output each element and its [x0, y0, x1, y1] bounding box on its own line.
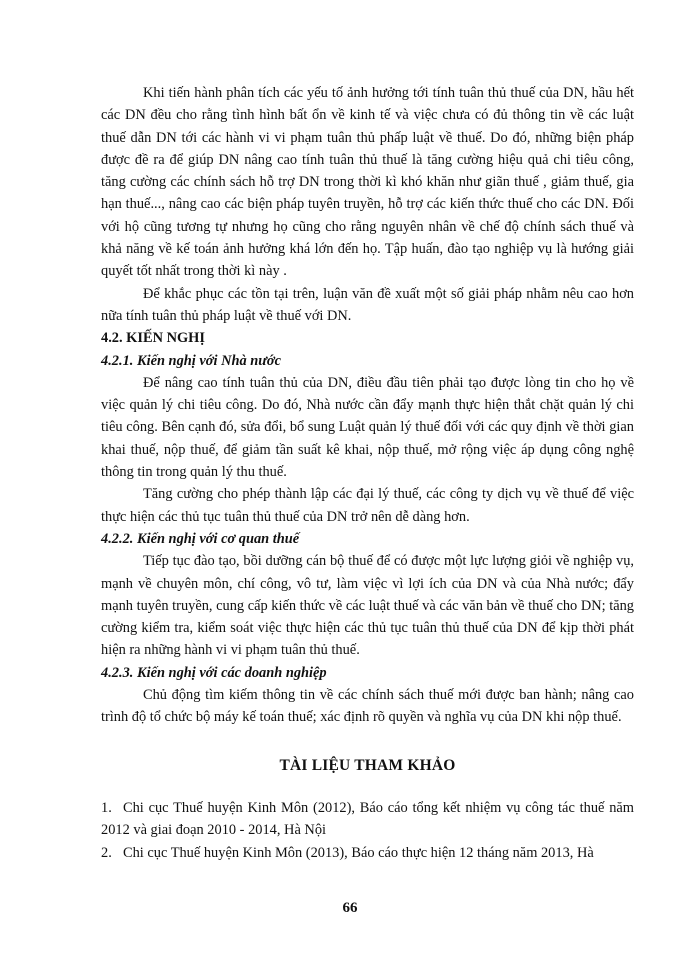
reference-text: Chi cục Thuế huyện Kinh Môn (2012), Báo cáo tổng kết nhiệm vụ công tác thuế năm 2012 và giai đoạn 2010 - 2014, Hà Nội	[101, 799, 634, 839]
section-heading-4-2: 4.2. KIẾN NGHỊ	[101, 330, 205, 347]
reference-text: Chi cục Thuế huyện Kinh Môn (2013), Báo cáo thực hiện 12 tháng năm 2013, Hà	[123, 844, 594, 861]
paragraph-proposal: Để khắc phục các tồn tại trên, luận văn đề xuất một số giải pháp nhằm nêu cao hơn nữa tính tuân thủ pháp luật về thuế với DN.	[101, 285, 634, 324]
reference-number: 1.	[101, 799, 112, 816]
page-number: 66	[342, 900, 358, 916]
paragraph-enterprises: Chủ động tìm kiếm thông tin về các chính sách thuế mới được ban hành; nâng cao trình độ tổ chức bộ máy kế toán thuế; xác định rõ quyền và nghĩa vụ của DN khi nộp thuế.	[101, 687, 634, 726]
paragraph-state-1: Để nâng cao tính tuân thủ của DN, điều đầu tiên phải tạo được lòng tin cho họ về việc quản lý chi tiêu công. Do đó, Nhà nước cần đẩy mạnh thực hiện thắt chặt quản lý chi tiêu công. Bên cạnh đó, sửa đổi, bổ sung Luật quản lý thuế đối với các quy định về thời gian khai thuế, nộp thuế, để giảm tần suất kê khai, nộp thuế, mở rộng việc áp dụng công nghệ thông tin trong quản lý thu thuế.	[101, 374, 634, 481]
paragraph-tax-authority: Tiếp tục đào tạo, bồi dưỡng cán bộ thuế để có được một lực lượng giỏi về nghiệp vụ, mạnh về chuyên môn, chí công, vô tư, làm việc vì lợi ích của DN và của Nhà nước; đẩy mạnh tuyên truyền, cung cấp kiến thức về các luật thuế và các văn bản về thuế cho DN; tăng cường kiểm tra, kiểm soát việc thực hiện các thủ tục tuân thủ thuế của DN để kịp thời phát hiện ra những hành vi vi phạm tuân thủ thuế.	[101, 553, 634, 659]
reference-number: 2.	[101, 844, 112, 861]
subsection-heading-4-2-3: 4.2.3. Kiến nghị với các doanh nghiệp	[101, 664, 327, 681]
paragraph-state-2: Tăng cường cho phép thành lập các đại lý thuế, các công ty dịch vụ về thuế để việc thực hiện các thủ tục tuân thủ thuế của DN trở nên dễ dàng hơn.	[101, 486, 634, 525]
subsection-heading-4-2-1: 4.2.1. Kiến nghị với Nhà nước	[101, 352, 281, 369]
references-title: TÀI LIỆU THAM KHẢO	[279, 756, 456, 774]
page-content	[101, 82, 634, 864]
reference-item	[101, 797, 634, 842]
references-list	[101, 797, 634, 864]
subsection-heading-4-2-2: 4.2.2. Kiến nghị với cơ quan thuế	[101, 530, 300, 547]
paragraph-intro: Khi tiến hành phân tích các yếu tố ảnh hưởng tới tính tuân thủ thuế của DN, hầu hết các DN đều cho rằng tình hình bất ổn về kinh tế và việc chưa có đủ thông tin về các luật thuế dẫn DN tới các hành vi vi phạm tuân thủ phấp luật về thuế. Do đó, những biện pháp được đề ra để giúp DN nâng cao tính tuân thủ thuế là tăng cường hiệu quả chi tiêu công, tăng cường các chính sách hỗ trợ DN trong thời kì khó khăn như giãn thuế , giảm thuế, gia hạn thuế..., nâng cao các biện pháp tuyên truyền, hỗ trợ các kiến thức thuế cho các DN. Đối với hộ cũng tương tự nhưng họ cũng cho rằng nguyên nhân về chế độ chính sách thuế và khả năng về kế toán ảnh hưởng khá lớn đến họ. Tập huấn, đào tạo nghiệp vụ là hướng giải quyết tốt nhất trong thời kì này .	[101, 85, 634, 280]
reference-item	[101, 842, 634, 864]
